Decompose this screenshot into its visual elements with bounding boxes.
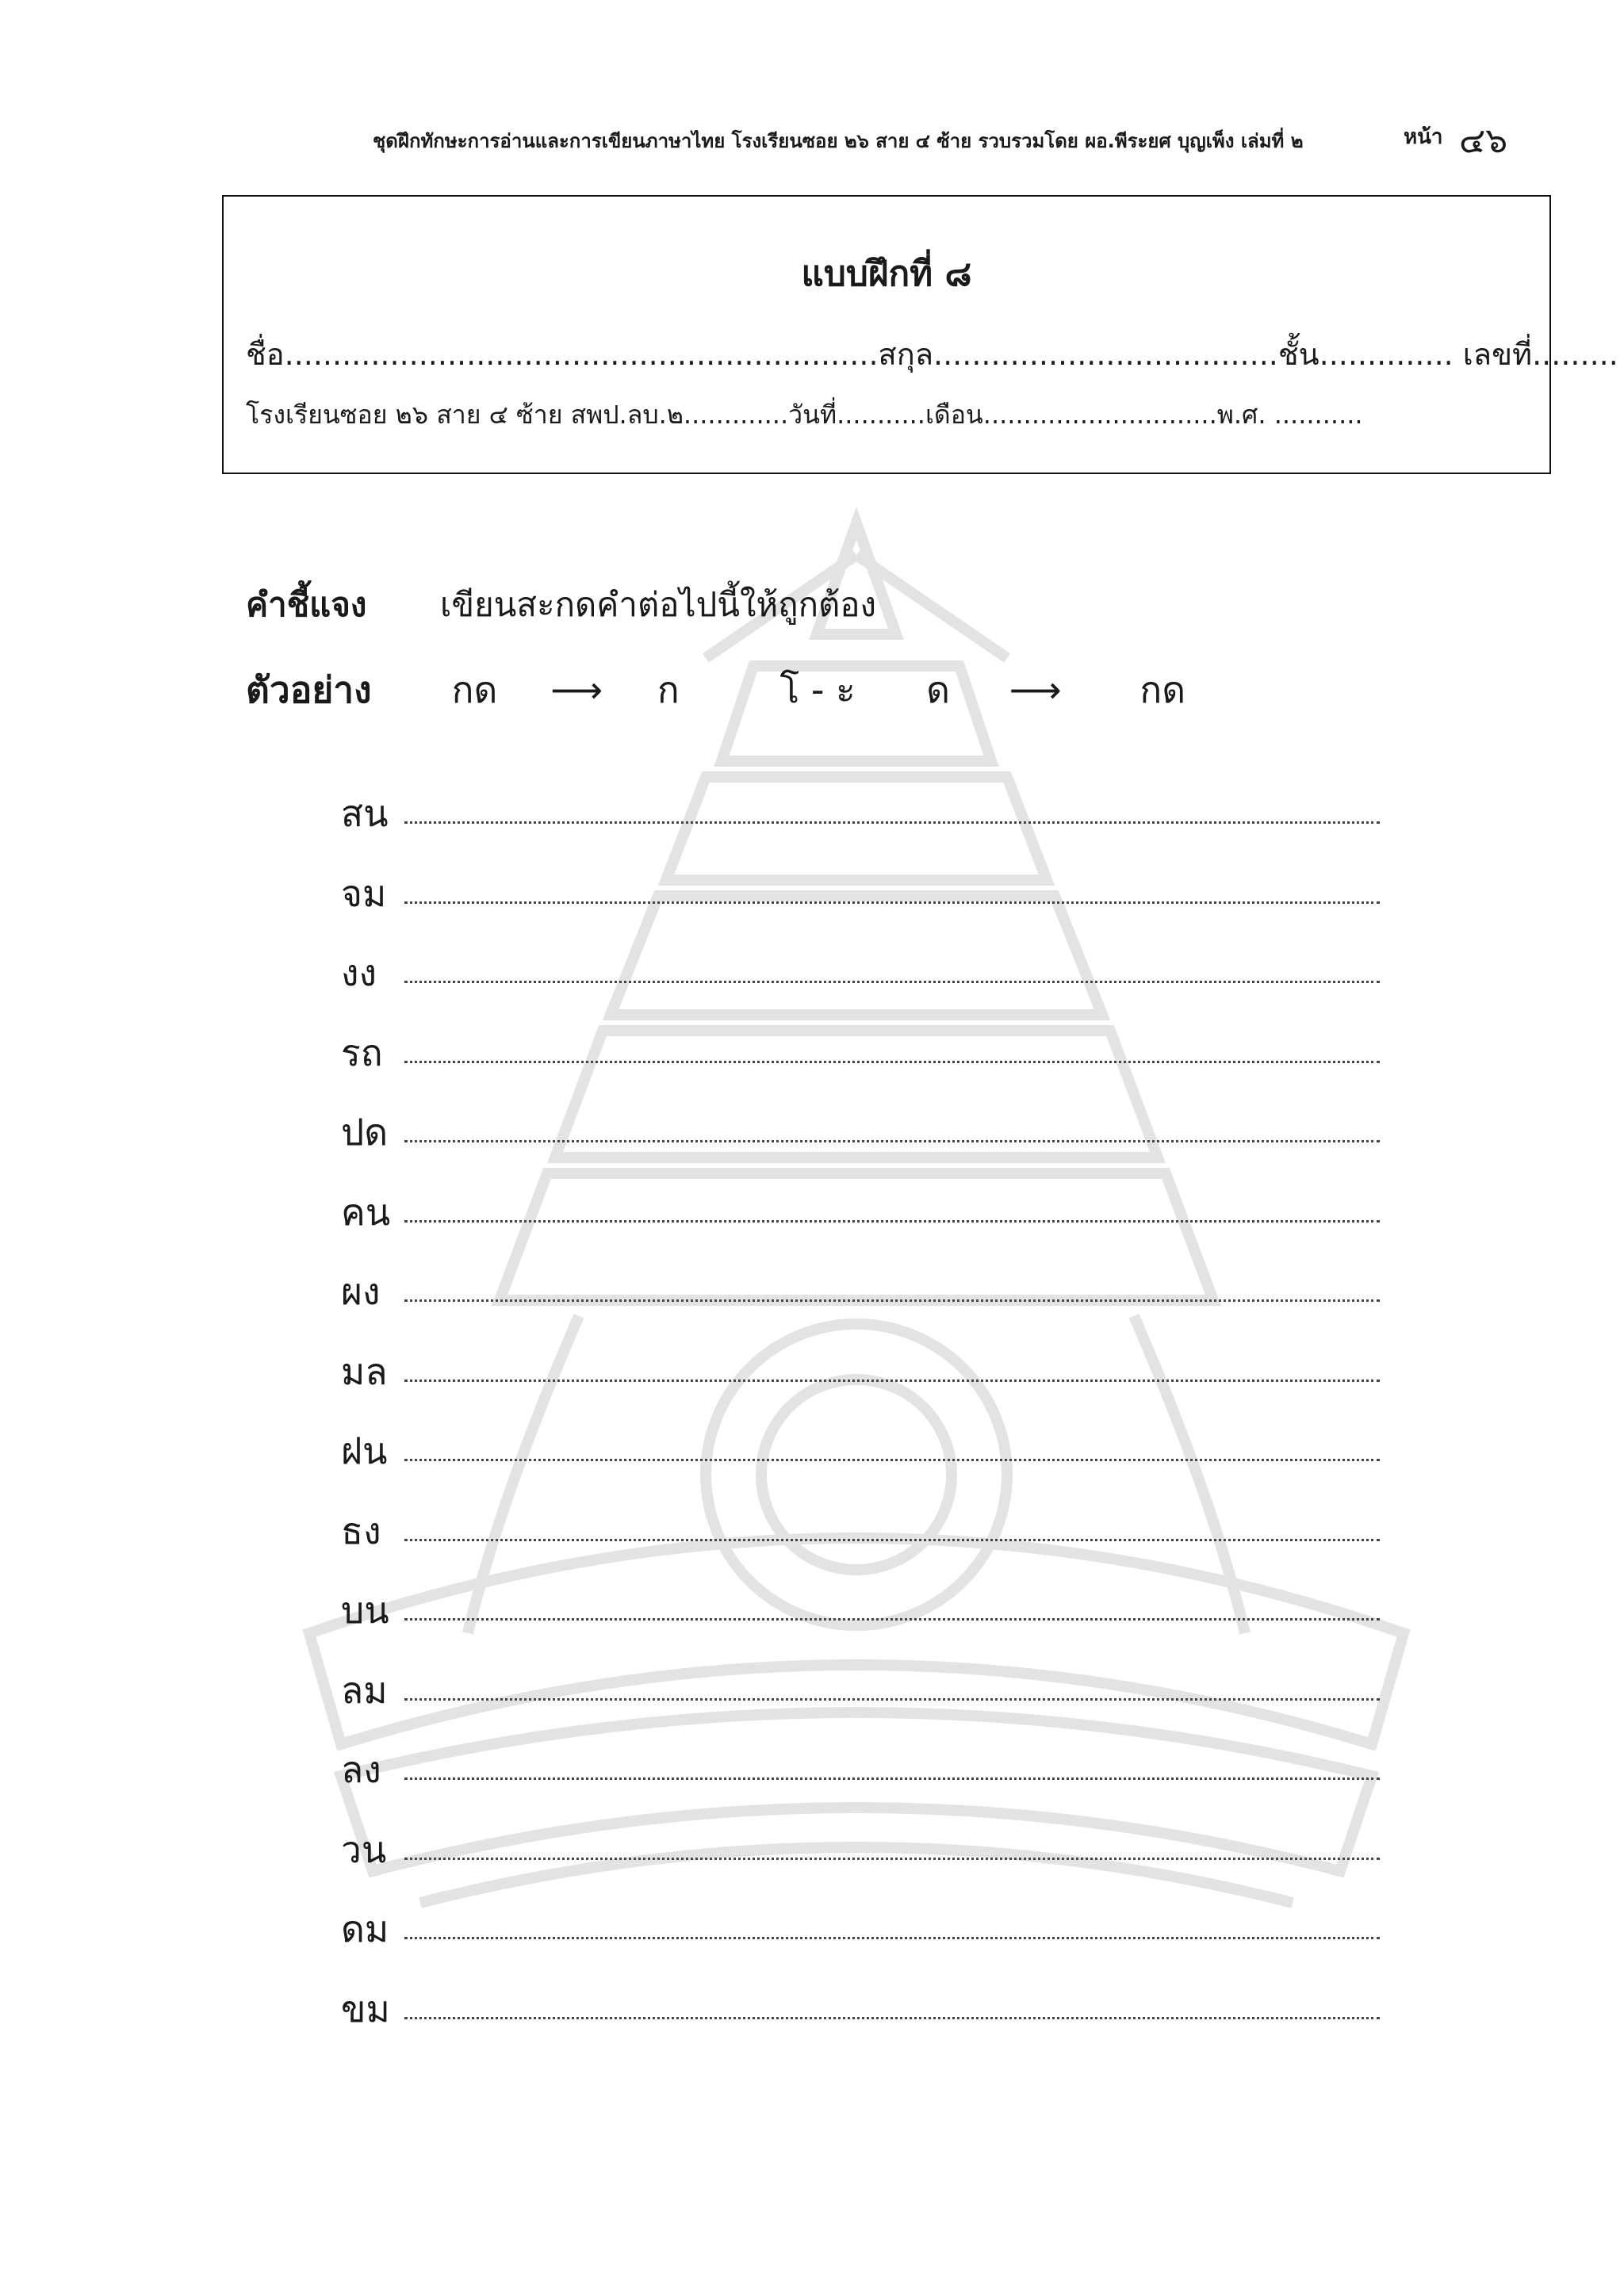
student-info-box xyxy=(222,195,1618,474)
answer-line[interactable] xyxy=(404,901,1380,904)
answer-line[interactable] xyxy=(404,821,1380,824)
page-label: หน้า xyxy=(1404,125,1443,149)
example-initial: ก xyxy=(657,668,680,711)
list-item xyxy=(341,1104,1380,1184)
list-item xyxy=(341,865,1380,945)
answer-line[interactable] xyxy=(404,1459,1380,1461)
list-item xyxy=(341,1821,1380,1901)
example-row xyxy=(246,661,1185,719)
answer-line[interactable] xyxy=(404,1858,1380,1860)
example-result: กด xyxy=(1139,668,1186,711)
word: ฝน xyxy=(341,1429,388,1472)
word: คน xyxy=(341,1190,391,1234)
answer-line[interactable] xyxy=(404,1061,1380,1063)
list-item xyxy=(341,1263,1380,1343)
page-header xyxy=(373,121,1522,161)
example-label: ตัวอย่าง xyxy=(246,668,372,711)
page-number: ๔๖ xyxy=(1459,121,1508,161)
list-item xyxy=(341,1024,1380,1104)
list-item xyxy=(341,944,1380,1024)
word: ลง xyxy=(341,1748,381,1791)
instruction xyxy=(246,579,876,631)
list-item xyxy=(341,1741,1380,1821)
exercise-title: แบบฝึกที่ ๘ xyxy=(801,254,972,294)
list-item xyxy=(341,785,1380,865)
answer-line[interactable] xyxy=(404,1698,1380,1701)
list-item xyxy=(341,1502,1380,1582)
list-item xyxy=(341,1422,1380,1502)
word: บน xyxy=(341,1589,389,1632)
answer-line[interactable] xyxy=(404,1299,1380,1302)
answer-line[interactable] xyxy=(404,1937,1380,1939)
word: ผง xyxy=(341,1270,381,1313)
answer-line[interactable] xyxy=(404,1140,1380,1142)
word: สน xyxy=(341,792,389,835)
answer-line[interactable] xyxy=(404,981,1380,983)
list-item xyxy=(341,1582,1380,1662)
word-list xyxy=(341,785,1380,2060)
arrow-icon: ⟶ xyxy=(550,668,603,711)
list-item xyxy=(341,1184,1380,1264)
instruction-label: คำชี้แจง xyxy=(246,585,367,624)
word: ขม xyxy=(341,1987,390,2030)
word: ธง xyxy=(341,1509,381,1552)
answer-line[interactable] xyxy=(404,1539,1380,1541)
word: วน xyxy=(341,1827,387,1871)
word: งง xyxy=(341,951,377,994)
answer-line[interactable] xyxy=(404,2017,1380,2019)
answer-line[interactable] xyxy=(404,1777,1380,1780)
list-item xyxy=(341,1900,1380,1980)
list-item xyxy=(341,1662,1380,1742)
answer-line[interactable] xyxy=(404,1380,1380,1382)
example-final: ด xyxy=(926,668,950,711)
header-text: ชุดฝึกทักษะการอ่านและการเขียนภาษาไทย โรงเรียนซอย ๒๖ สาย ๔ ซ้าย รวบรวมโดย ผอ.พีระยศ บุญเพ็ง เล่มที่ ๒ xyxy=(373,130,1304,152)
arrow-icon: ⟶ xyxy=(1009,668,1062,711)
word: ลม xyxy=(341,1668,388,1712)
word: ปด xyxy=(341,1111,389,1154)
word: จม xyxy=(341,871,387,915)
answer-line[interactable] xyxy=(404,1618,1380,1621)
example-word: กด xyxy=(451,668,498,711)
name-row: ชื่อ..............................................................สกุล....................................ชั้น.............. เลขที่......... xyxy=(246,337,1618,372)
word: มล xyxy=(341,1349,388,1393)
list-item xyxy=(341,1343,1380,1423)
word: ดม xyxy=(341,1908,389,1950)
list-item xyxy=(341,1980,1380,2061)
answer-line[interactable] xyxy=(404,1220,1380,1223)
example-vowel: โ - ะ xyxy=(779,668,856,711)
word: รถ xyxy=(341,1031,383,1074)
school-row: โรงเรียนซอย ๒๖ สาย ๔ ซ้าย สพป.ลบ.๒.............วันที่...........เดือน.............................พ.ศ. ........... xyxy=(246,400,1363,430)
instruction-text: เขียนสะกดคำต่อไปนี้ให้ถูกต้อง xyxy=(440,585,877,624)
